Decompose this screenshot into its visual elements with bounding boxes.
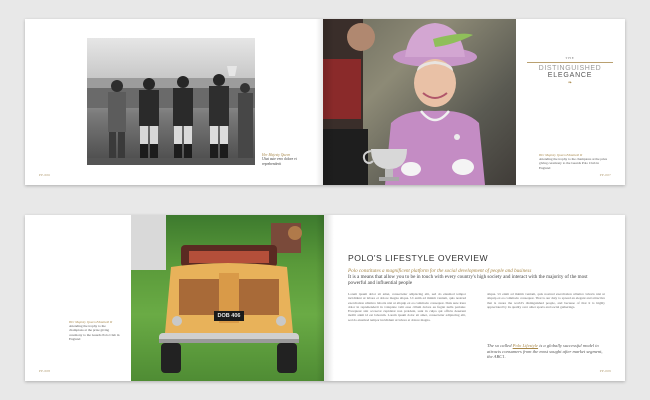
pull-quote-post: is a globally successful model to attracts consumers from the most sought after market segment, the ABC1. — [487, 343, 603, 360]
title-distinguished: DISTINGUISHED — [527, 62, 613, 72]
car-photo-caption — [69, 320, 121, 341]
woody-car-illustration — [131, 215, 324, 381]
page-number-right: PP-009 — [599, 369, 611, 373]
queen-trophy-photo — [323, 19, 516, 185]
caption-text: Ubat aute vero dolore et reprehenderit — [262, 157, 297, 166]
queen-photo-caption — [539, 153, 609, 170]
caption-name: Her Majesty Queen — [262, 153, 291, 157]
section-title: POLO'S LIFESTYLE OVERVIEW — [348, 253, 489, 263]
section-body: It is a means that allow you to be in touch with every country's high society and interact with the majority of the most powerful and influential people — [348, 274, 588, 286]
caption-text: Attending the trophy to the champions at the prize giving ceremony to the Guards Polo Club in England — [69, 324, 120, 341]
page-number-right: PP-007 — [599, 173, 611, 177]
black-white-polo-photo — [87, 38, 255, 165]
page-number-left: PP-008 — [39, 369, 51, 373]
title-elegance: ELEGANCE — [547, 72, 593, 79]
caption-name: Her Majesty Queen Elizabeth II — [69, 320, 113, 324]
license-plate: DOB 406 — [217, 313, 241, 319]
body-column-left: Lorem ipsum dolor sit amet, consectetur adipiscing elit, sed do eiusmod tempor incididunt ut labore et dolore magna aliqua. Ut enim ad minim veniam, quis nostrud exercitation ullamco laboris nisi ut aliquip ex ea commodo consequat. Duis aute irure dolor in reprehenderit in voluptate velit esse cillum dolore eu fugiat nulla pariatur. Excepteur sint occaecat cupidatat non proident, sunt in culpa qui officia deserunt mollit anim id est laborum. Lorem ipsum dolor sit amet, consectetur adipiscing elit, sed do eiusmod tempor incididunt ut labore et dolore magna. — [348, 292, 466, 322]
book-spread-top — [25, 19, 625, 185]
book-spread-bottom — [25, 215, 625, 381]
book-gutter — [316, 19, 334, 185]
caption-name: Her Majesty Queen Elizabeth II — [539, 153, 583, 157]
pull-quote-pre: The so called — [487, 343, 513, 348]
title-the: THE — [565, 56, 575, 60]
queen-figure — [323, 19, 516, 185]
pull-quote-highlight: Polo Lifestyle — [512, 343, 539, 348]
caption-text: Attending the trophy to the champions at the prize giving ceremony to the Guards Polo Club in England — [539, 157, 608, 170]
vintage-car-photo — [131, 215, 324, 381]
pull-quote — [487, 343, 607, 360]
polo-players-figures — [87, 38, 255, 165]
lifestyle-intro — [348, 253, 603, 286]
flourish-icon: ❧ — [567, 81, 573, 86]
body-column-right: aliqua. Ut enim ad minim veniam, quis nostrud exercitation ullamco laboris nisi ut aliquip ex ea commodo consequat. That is our duty to spread an elegant and attractive that is aware the world's distinguished people, and because of that it is highly appreciated by its quality over other sports and social gatherings. — [487, 292, 605, 309]
page-number-left: PP-006 — [39, 173, 51, 177]
book-gutter — [316, 215, 334, 381]
section-lead: Polo constitutes a magnificent platform for the social development of people and business — [348, 268, 532, 274]
chapter-title — [527, 56, 613, 86]
bw-photo-caption — [262, 153, 312, 166]
